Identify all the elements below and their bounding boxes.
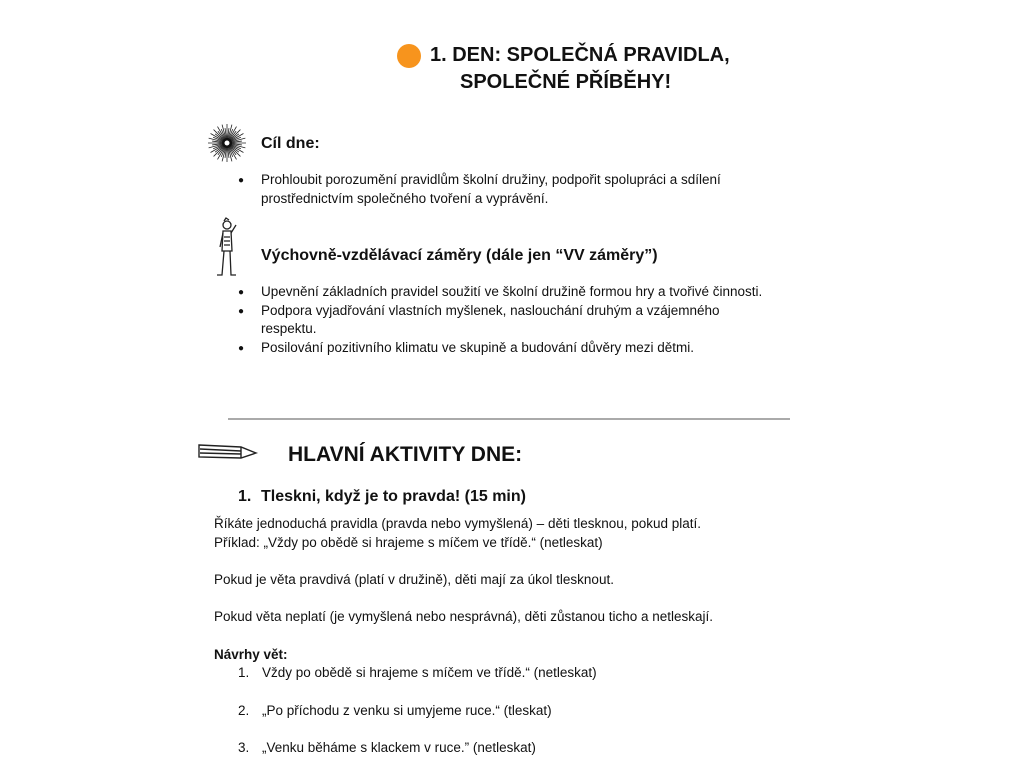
goal-bullet-line2: prostřednictvím společného tvoření a vyprávění.: [261, 191, 549, 206]
orange-circle-icon: [396, 43, 422, 69]
aims-bullet-3: Posilování pozitivního klimatu ve skupině a budování důvěry mezi dětmi.: [261, 340, 694, 355]
list-item: „Venku běháme s klackem v ruce.” (netleskat): [262, 740, 536, 755]
activity-example: Příklad: „Vždy po obědě si hrajeme s míčem ve třídě.“ (netleskat): [214, 535, 603, 550]
activities-heading: HLAVNÍ AKTIVITY DNE:: [288, 443, 523, 466]
activity-number: 1.: [238, 488, 252, 505]
goal-bullet-line1: Prohloubit porozumění pravidlům školní družiny, podpořit spolupráci a sdílení: [261, 172, 721, 187]
list-item: „Po příchodu z venku si umyjeme ruce.“ (tleskat): [262, 703, 552, 718]
person-illustration-icon: [212, 217, 242, 279]
list-item: Vždy po obědě si hrajeme s míčem ve třídě.“ (netleskat): [262, 665, 597, 680]
bullet-icon: ●: [238, 287, 245, 298]
bullet-icon: ●: [238, 343, 245, 354]
suggestions-label: Návrhy vět:: [214, 647, 288, 662]
sunburst-icon: [207, 123, 247, 163]
aims-bullet-2-line2: respektu.: [261, 321, 317, 336]
list-number: 3.: [238, 740, 250, 755]
bullet-icon: ●: [238, 306, 245, 317]
activity-paragraph: Říkáte jednoduchá pravidla (pravda nebo vymyšlená) – děti tlesknou, pokud platí.: [214, 516, 702, 531]
list-number: 2.: [238, 703, 250, 718]
activity-title: Tleskni, když je to pravda! (15 min): [261, 488, 526, 505]
page-title-line2: SPOLEČNÉ PŘÍBĚHY!: [460, 71, 672, 93]
list-number: 1.: [238, 665, 250, 680]
bullet-icon: ●: [238, 175, 245, 186]
pencil-icon: [197, 442, 259, 462]
aims-heading: Výchovně-vzdělávací záměry (dále jen “VV záměry”): [261, 247, 658, 264]
divider: [228, 418, 790, 420]
aims-bullet-1: Upevnění základních pravidel soužití ve školní družině formou hry a tvořivé činnosti.: [261, 284, 763, 299]
goal-heading: Cíl dne:: [261, 135, 320, 152]
activity-paragraph: Pokud je věta pravdivá (platí v družině), děti mají za úkol tlesknout.: [214, 572, 614, 587]
aims-bullet-2-line1: Podpora vyjadřování vlastních myšlenek, naslouchání druhým a vzájemného: [261, 303, 720, 318]
page-title-line1: 1. DEN: SPOLEČNÁ PRAVIDLA,: [430, 44, 730, 66]
activity-paragraph: Pokud věta neplatí (je vymyšlená nebo nesprávná), děti zůstanou ticho a netleskají.: [214, 609, 714, 624]
